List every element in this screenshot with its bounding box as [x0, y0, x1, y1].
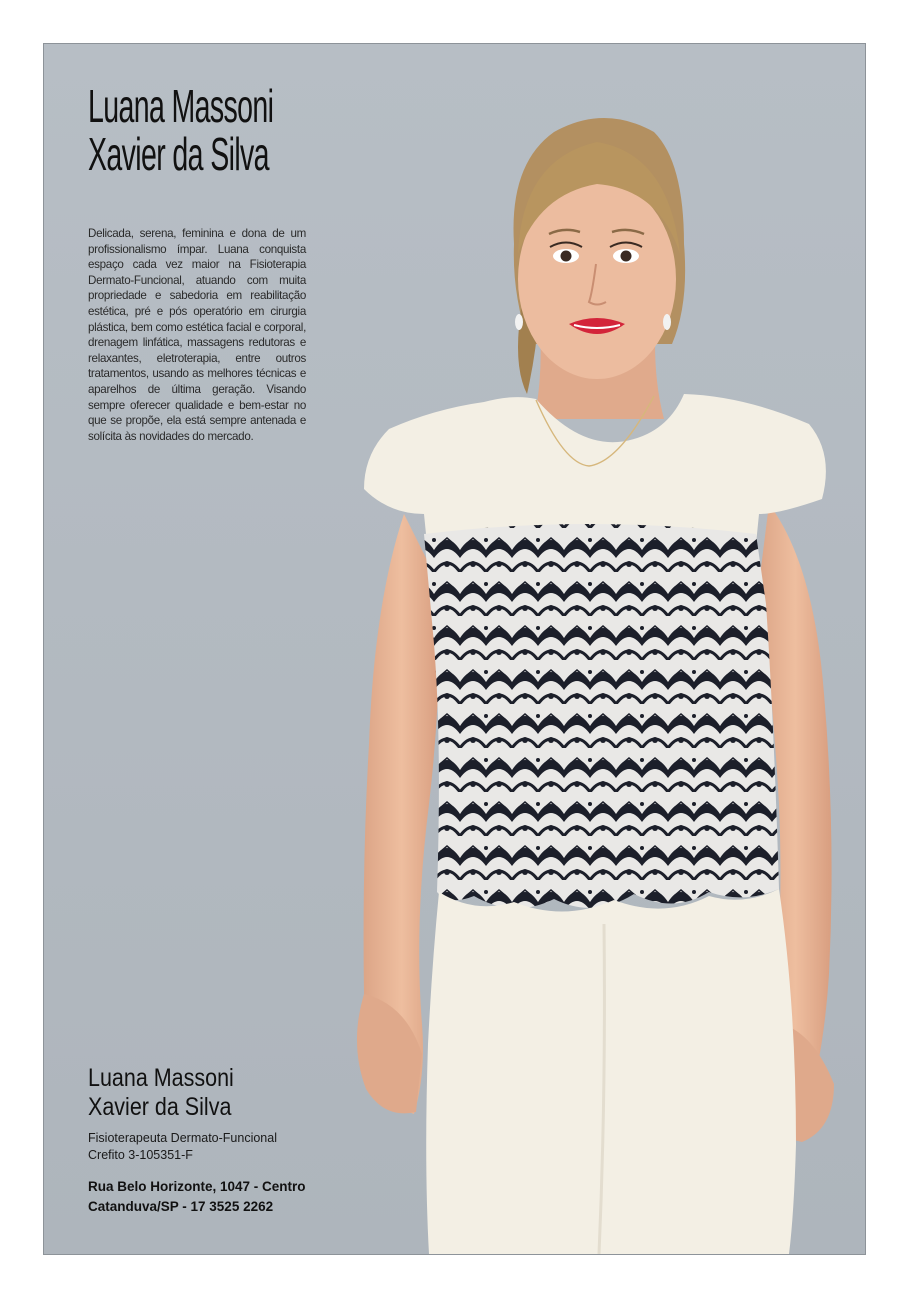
- signature-name: [88, 1064, 234, 1122]
- magazine-page: [43, 43, 866, 1255]
- profession: Fisioterapeuta Dermato-Funcional: [88, 1131, 277, 1145]
- signature-name-line-1: Luana Massoni: [88, 1064, 234, 1092]
- registry-number: Crefito 3-105351-F: [88, 1148, 193, 1162]
- professional-info: [88, 1130, 277, 1164]
- address: Rua Belo Horizonte, 1047 - Centro: [88, 1179, 306, 1194]
- city-phone: Catanduva/SP - 17 3525 2262: [88, 1199, 274, 1214]
- page-title: [88, 82, 273, 178]
- title-line-2: Xavier da Silva: [88, 128, 269, 180]
- signature-name-line-2: Xavier da Silva: [88, 1093, 232, 1121]
- title-line-1: Luana Massoni: [88, 80, 274, 132]
- contact-info: [88, 1177, 306, 1217]
- bio-text: Delicada, serena, feminina e dona de um profissionalismo ímpar. Luana conquista espaço cada vez maior na Fisioterapia Dermato-Funcional, atuando com muita propriedade e sabedoria em reabilitação estética, pré e pós operatório em cirurgia plástica, bem como estética facial e corporal, drenagem linfática, massagens redutoras e relaxantes, eletroterapia, entre outros tratamentos, usando as melhores técnicas e aparelhos de última geração. Visando sempre oferecer qualidade e bem-estar no que se propõe, ela está sempre antenada e solícita às novidades do mercado.: [88, 227, 306, 443]
